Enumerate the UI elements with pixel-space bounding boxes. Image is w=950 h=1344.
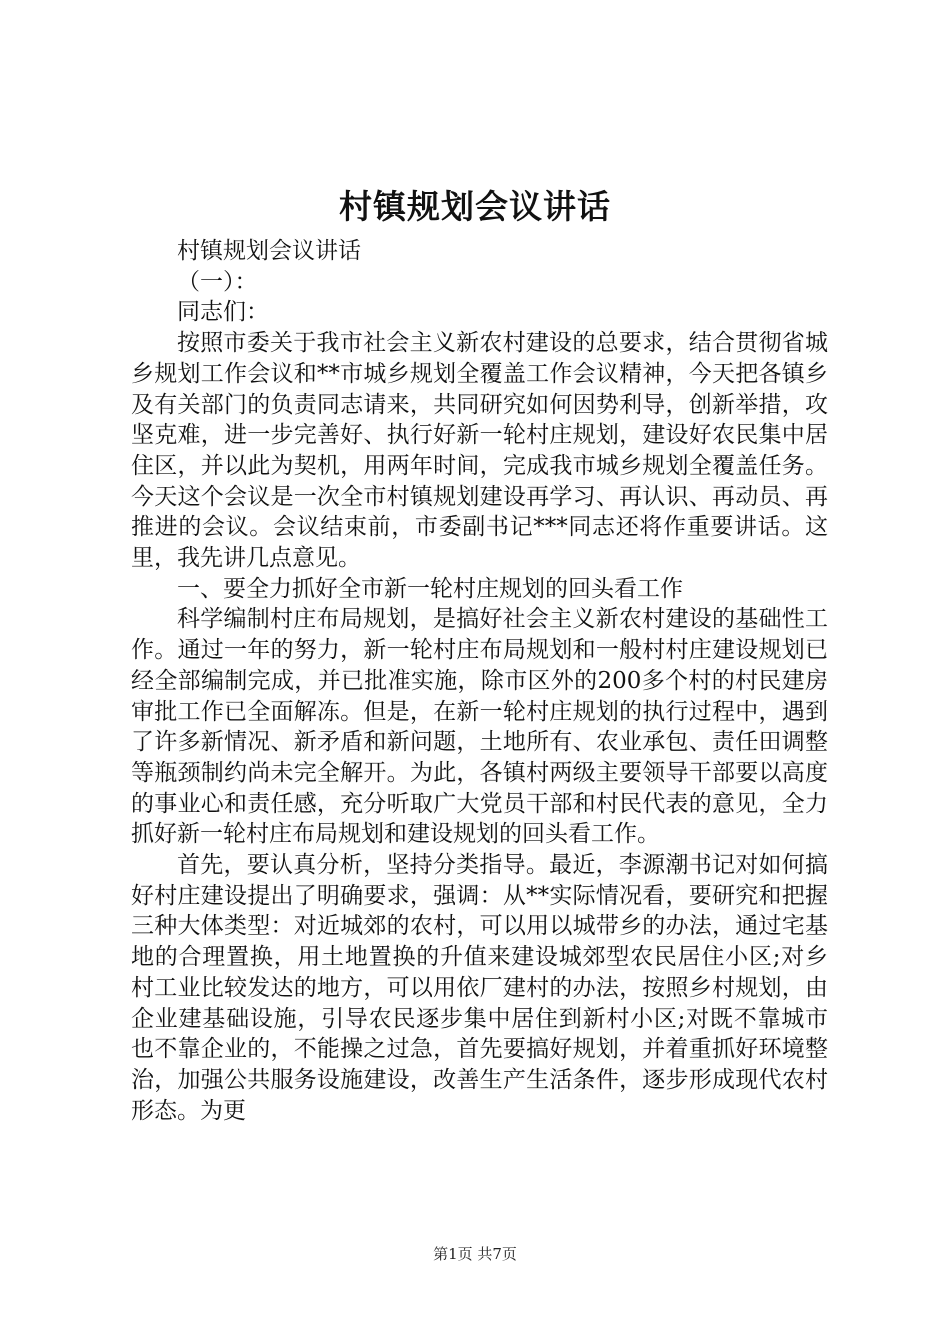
page-footer: 第1页 共7页 — [433, 1245, 517, 1263]
document-title: 村镇规划会议讲话 — [339, 187, 611, 226]
paragraph-first-point: 首先，要认真分析，坚持分类指导。最近，李源潮书记对如何搞好村庄建设提出了明确要求，强调：从**实际情况看，要研究和把握三种大体类型：对近城郊的农村，可以用以城带乡的办法，通过宅基地的合理置换，用土地置换的升值来建设城郊型农民居住小区;对乡村工业比较发达的地方，可以用依厂建村的办法，按照乡村规划，由企业建基础设施，引导农民逐步集中居住到新村小区;对既不靠城市也不靠企业的，不能操之过急，首先要搞好规划，并着重抓好环境整治，加强公共服务设施建设，改善生产生活条件，逐步形成现代农村形态。为更 — [131, 852, 828, 1124]
paragraph-intro: 按照市委关于我市社会主义新农村建设的总要求，结合贯彻省城乡规划工作会议和**市城乡规划全覆盖工作会议精神，今天把各镇乡及有关部门的负责同志请来，共同研究如何因势利导，创新举措，攻坚克难，进一步完善好、执行好新一轮村庄规划，建设好农民集中居住区，并以此为契机，用两年时间，完成我市城乡规划全覆盖任务。今天这个会议是一次全市村镇规划建设再学习、再认识、再动员、再推进的会议。会议结束前，市委副书记***同志还将作重要讲话。这里，我先讲几点意见。 — [131, 330, 828, 572]
paragraph-heading-1: 一、要全力抓好全市新一轮村庄规划的回头看工作 — [177, 575, 683, 602]
paragraph-section-number: （一）： — [177, 268, 258, 295]
paragraph-salutation: 同志们： — [177, 299, 269, 326]
document-body — [131, 236, 828, 1126]
paragraph-subtitle: 村镇规划会议讲话 — [177, 238, 361, 264]
paragraph-planning: 科学编制村庄布局规划，是搞好社会主义新农村建设的基础性工作。通过一年的努力，新一轮村庄布局规划和一般村村庄建设规划已经全部编制完成，并已批准实施，除市区外的200多个村的村民建房审批工作已全面解冻。但是，在新一轮村庄规划的执行过程中，遇到了许多新情况、新矛盾和新问题，土地所有、农业承包、责任田调整等瓶颈制约尚未完全解开。为此，各镇村两级主要领导干部要以高度的事业心和责任感，充分听取广大党员干部和村民代表的意见，全力抓好新一轮村庄布局规划和建设规划的回头看工作。 — [131, 606, 828, 848]
